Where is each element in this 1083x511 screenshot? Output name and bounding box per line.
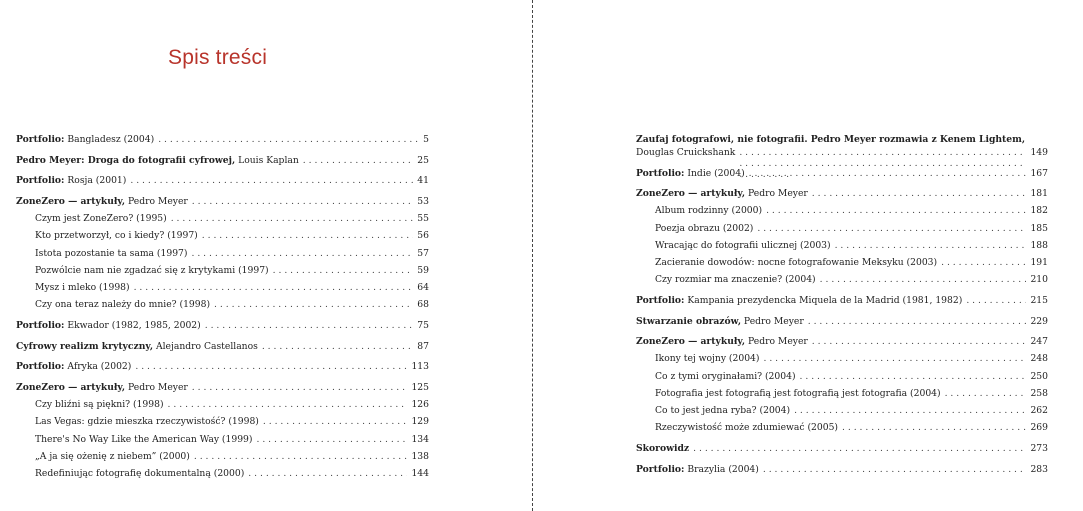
- toc-page-number: 59: [417, 264, 429, 276]
- leader-dots: [130, 175, 413, 186]
- toc-entry-title: Cyfrowy realizm krytyczny,: [16, 340, 154, 352]
- leader-dots: [202, 230, 414, 241]
- toc-entry-title: ZoneZero — artykuły,: [636, 188, 746, 200]
- toc-page-number: 5: [423, 134, 429, 145]
- toc-page-number: 68: [417, 299, 429, 311]
- toc-entry-label: [35, 265, 269, 276]
- toc-entry-label: [35, 213, 167, 224]
- leader-dots: [757, 223, 1026, 234]
- toc-entry-text: Pedro Meyer: [125, 196, 188, 208]
- leader-dots: [763, 464, 1027, 475]
- toc-entry-text: Pozwólcie nam nie zgadzać się z krytykami (1997): [35, 264, 269, 276]
- toc-subentry[interactable]: [636, 240, 1048, 257]
- toc-subentry[interactable]: [636, 223, 1048, 240]
- toc-entry-text: Kampania prezydencka Miquela de la Madrid (1981, 1982): [684, 294, 963, 306]
- leader-dots: [263, 416, 408, 427]
- toc-entry-label: [655, 205, 762, 216]
- toc-entry-title: Portfolio:: [16, 134, 65, 145]
- toc-page-number: 283: [1030, 463, 1048, 475]
- toc-subentry[interactable]: [16, 451, 429, 468]
- toc-entry-text: Ikony tej wojny (2004): [655, 353, 760, 365]
- toc-entry-line2: Douglas Cruickshank: [636, 147, 736, 158]
- toc-page-number: 229: [1030, 315, 1048, 327]
- leader-dots: [214, 299, 413, 310]
- toc-page-number: 188: [1030, 239, 1048, 251]
- toc-page-number: 269: [1030, 422, 1048, 434]
- toc-title: Spis treści: [168, 46, 268, 69]
- toc-entry[interactable]: [16, 155, 429, 172]
- toc-page-number: 215: [1030, 294, 1048, 306]
- leader-dots: [794, 405, 1026, 416]
- page-divider: [532, 0, 533, 511]
- toc-entry-label: [655, 371, 796, 382]
- toc-entry-label: [16, 361, 131, 372]
- leader-dots: [812, 188, 1027, 199]
- toc-entry-text: Ekwador (1982, 1985, 2002): [64, 319, 201, 331]
- toc-entry-text: Czy ona teraz należy do mnie? (1998): [35, 299, 211, 311]
- toc-entry-text: Pedro Meyer: [741, 315, 804, 327]
- toc-entry-text: Czy rozmiar ma znaczenie? (2004): [655, 274, 816, 286]
- toc-entry-text: Czym jest ZoneZero? (1995): [35, 213, 167, 225]
- toc-page-number: 262: [1030, 404, 1048, 416]
- toc-entry[interactable]: [16, 341, 429, 358]
- toc-entry[interactable]: [16, 134, 429, 151]
- toc-entry-title: Pedro Meyer: Droga do fotografii cyfrowej,: [16, 154, 236, 166]
- toc-entry[interactable]: [636, 168, 1048, 185]
- toc-page-number: 250: [1030, 370, 1048, 382]
- toc-entry-label: [655, 353, 759, 364]
- toc-entry-label: [35, 248, 187, 259]
- leader-dots: [763, 353, 1026, 364]
- leader-dots: [191, 248, 413, 259]
- toc-entry-title: ZoneZero — artykuły,: [636, 336, 746, 348]
- toc-entry-title: Skorowidz: [636, 442, 690, 454]
- toc-subentry[interactable]: [16, 248, 429, 265]
- leader-dots: [766, 205, 1026, 216]
- toc-entry-label: [35, 399, 164, 410]
- toc-entry-label: [35, 282, 130, 293]
- toc-page-number: 113: [411, 361, 429, 373]
- toc-entry-label: [35, 416, 259, 427]
- toc-page-number: 149: [1030, 147, 1048, 158]
- toc-page-number: 138: [411, 450, 429, 462]
- toc-page-number: 56: [417, 230, 429, 242]
- toc-page-number: 126: [411, 399, 429, 411]
- toc-entry-text: Czy bliźni są piękni? (1998): [35, 399, 164, 411]
- toc-entry-label: [655, 274, 816, 285]
- toc-entry-text: Alejandro Castellanos: [153, 340, 258, 352]
- toc-page-number: 57: [417, 247, 429, 259]
- toc-entry-text: Zacieranie dowodów: nocne fotografowanie Meksyku (2003): [655, 256, 938, 268]
- leader-dots: [273, 265, 414, 276]
- toc-subentry[interactable]: [636, 405, 1048, 422]
- toc-entry-title: ZoneZero — artykuły,: [16, 196, 126, 208]
- toc-entry-label: [655, 223, 753, 234]
- toc-entry-label: [655, 257, 937, 268]
- toc-subentry[interactable]: [16, 416, 429, 433]
- toc-subentry[interactable]: [16, 299, 429, 316]
- toc-entry-text: Brazylia (2004): [684, 463, 759, 475]
- toc-entry[interactable]: [16, 361, 429, 378]
- toc-subentry[interactable]: [636, 388, 1048, 405]
- toc-entry-label: [655, 422, 838, 433]
- toc-page-number: 248: [1030, 353, 1048, 365]
- toc-subentry[interactable]: [16, 282, 429, 299]
- toc-page-number: 53: [417, 196, 429, 208]
- leader-dots: [820, 274, 1027, 285]
- toc-page-number: 55: [417, 213, 429, 225]
- leader-dots: [693, 443, 1026, 454]
- toc-subentry[interactable]: [636, 371, 1048, 388]
- toc-page-number: 167: [1030, 167, 1048, 179]
- toc-entry-line1: Zaufaj fotografowi, nie fotografii. Pedro Meyer rozmawia z Kenem Lightem,: [636, 134, 1026, 145]
- toc-page-number: 185: [1030, 222, 1048, 234]
- toc-entry-label: [35, 299, 210, 310]
- toc-entry[interactable]: [16, 175, 429, 192]
- toc-entry[interactable]: [636, 295, 1048, 312]
- toc-left-list: [16, 134, 429, 485]
- toc-entry[interactable]: [16, 196, 429, 213]
- toc-entry-label: [35, 468, 244, 479]
- toc-entry-text: Bangladesz (2004): [64, 134, 155, 145]
- toc-entry-label: [636, 464, 759, 475]
- toc-subentry[interactable]: [16, 434, 429, 451]
- toc-page-number: 129: [411, 416, 429, 428]
- toc-entry-label: [16, 341, 258, 352]
- toc-subentry[interactable]: [16, 399, 429, 416]
- toc-entry-text: Pedro Meyer: [745, 336, 808, 348]
- toc-subentry[interactable]: [636, 353, 1048, 370]
- toc-subentry[interactable]: [636, 274, 1048, 291]
- toc-page-number: 273: [1030, 442, 1048, 454]
- toc-subentry[interactable]: [16, 213, 429, 230]
- leader-dots: [812, 336, 1027, 347]
- toc-entry-label: [16, 175, 126, 186]
- toc-entry[interactable]: [636, 464, 1048, 481]
- leader-dots: [262, 341, 413, 352]
- toc-entry-text: Mysz i mleko (1998): [35, 282, 130, 293]
- toc-page-number: 134: [411, 433, 429, 445]
- leader-dots: [134, 282, 414, 293]
- toc-page-number: 41: [417, 175, 429, 187]
- leader-dots: [808, 316, 1027, 327]
- toc-entry-text: Istota pozostanie ta sama (1997): [35, 247, 188, 259]
- toc-entry-text: „A ja się ożenię z niebem” (2000): [35, 450, 190, 462]
- toc-entry-title: Portfolio:: [636, 294, 685, 306]
- toc-entry-title: Portfolio:: [636, 167, 685, 179]
- toc-entry-title: Portfolio:: [16, 175, 65, 187]
- leader-dots: [966, 295, 1026, 306]
- toc-subentry[interactable]: [16, 230, 429, 247]
- toc-entry-text: Rosja (2001): [64, 175, 127, 187]
- toc-entry-label: [16, 196, 188, 207]
- toc-subentry[interactable]: [636, 257, 1048, 274]
- leader-dots: [800, 371, 1027, 382]
- toc-entry-label: [636, 188, 808, 199]
- toc-entry-title: ZoneZero — artykuły,: [16, 381, 126, 393]
- toc-subentry[interactable]: [636, 422, 1048, 439]
- leader-dots: [842, 422, 1026, 433]
- leader-dots: [941, 257, 1026, 268]
- toc-entry-text: Co to jest jedna ryba? (2004): [655, 404, 791, 416]
- toc-entry-text: Las Vegas: gdzie mieszka rzeczywistość? (1998): [35, 416, 259, 428]
- toc-entry-label: [636, 336, 808, 347]
- leader-dots: [192, 382, 408, 393]
- toc-entry-text: Poezja obrazu (2002): [655, 222, 754, 234]
- leader-dots: [205, 320, 414, 331]
- toc-entry-text: Fotografia jest fotografią jest fotografią jest fotografia (2004): [655, 387, 941, 399]
- toc-entry-label: [16, 320, 201, 331]
- toc-page-number: 75: [417, 319, 429, 331]
- toc-entry-text: There's No Way Like the American Way (1999): [35, 433, 253, 445]
- toc-entry[interactable]: [636, 336, 1048, 353]
- toc-entry-text: Kto przetworzył, co i kiedy? (1997): [35, 230, 198, 242]
- toc-entry-label: [636, 168, 745, 179]
- toc-subentry[interactable]: [636, 205, 1048, 222]
- toc-entry-label: [35, 230, 198, 241]
- toc-entry-text: Louis Kaplan: [235, 154, 299, 166]
- toc-entry[interactable]: [636, 188, 1048, 205]
- toc-entry-label: [655, 240, 831, 251]
- toc-entry-label: [636, 316, 804, 327]
- leader-dots: [192, 196, 414, 207]
- toc-page-number: 181: [1030, 188, 1048, 200]
- leader-dots: [256, 434, 407, 445]
- leader-dots: [248, 468, 407, 479]
- toc-entry-text: Afryka (2002): [64, 361, 132, 373]
- toc-page-number: 125: [411, 381, 429, 393]
- leader-dots: [303, 155, 414, 166]
- toc-entry-title: Stwarzanie obrazów,: [636, 315, 742, 327]
- leader-dots: [168, 399, 408, 410]
- toc-entry[interactable]: [636, 443, 1048, 460]
- toc-page-number: 191: [1030, 256, 1048, 268]
- toc-entry-label: [35, 451, 190, 462]
- toc-entry[interactable]: [16, 382, 429, 399]
- toc-entry-text: Album rodzinny (2000): [655, 205, 763, 217]
- toc-entry[interactable]: [16, 320, 429, 337]
- leader-dots: [171, 213, 414, 224]
- toc-page-number: 182: [1030, 205, 1048, 217]
- toc-page-number: 210: [1030, 274, 1048, 286]
- toc-page-number: 144: [411, 467, 429, 479]
- toc-entry-label: [636, 443, 689, 454]
- toc-entry-title: Portfolio:: [16, 319, 65, 331]
- toc-entry-title: Portfolio:: [16, 361, 65, 373]
- leader-dots: [835, 240, 1027, 251]
- toc-page-number: 64: [417, 282, 429, 293]
- toc-entry-text: Redefiniując fotografię dokumentalną (2000): [35, 467, 245, 479]
- toc-subentry[interactable]: [16, 265, 429, 282]
- toc-entry-text: Pedro Meyer: [125, 381, 188, 393]
- toc-entry-text: Rzeczywistość może zdumiewać (2005): [655, 422, 839, 434]
- toc-page-number: 25: [417, 154, 429, 166]
- toc-page-number: 258: [1030, 387, 1048, 399]
- toc-entry[interactable]: [636, 316, 1048, 333]
- leader-dots: [945, 388, 1027, 399]
- right-page: [536, 0, 1083, 511]
- toc-entry-text: Pedro Meyer: [745, 188, 808, 200]
- toc-entry-first[interactable]: [636, 134, 1048, 164]
- leader-dots: [158, 134, 419, 145]
- leader-dots: [749, 168, 1027, 179]
- toc-right-list: [636, 134, 1048, 481]
- leader-dots: [194, 451, 408, 462]
- toc-entry-text: Wracając do fotografii ulicznej (2003): [655, 239, 831, 251]
- toc-entry-text: Co z tymi oryginałami? (2004): [655, 370, 796, 382]
- toc-entry-label: [16, 155, 299, 166]
- toc-subentry[interactable]: [16, 468, 429, 485]
- toc-entry-label: [16, 134, 154, 145]
- left-page: [0, 0, 530, 511]
- toc-entry-title: Portfolio:: [636, 463, 685, 475]
- toc-entry-label: [655, 388, 941, 399]
- leader-dots: [135, 361, 407, 372]
- toc-entry-label: [655, 405, 790, 416]
- toc-entry-text: Indie (2004): [684, 167, 745, 179]
- toc-entry-label: [16, 382, 188, 393]
- toc-page-number: 87: [417, 340, 429, 352]
- toc-entry-label: [636, 295, 962, 306]
- toc-entry-label: [35, 434, 252, 445]
- toc-page-number: 247: [1030, 336, 1048, 348]
